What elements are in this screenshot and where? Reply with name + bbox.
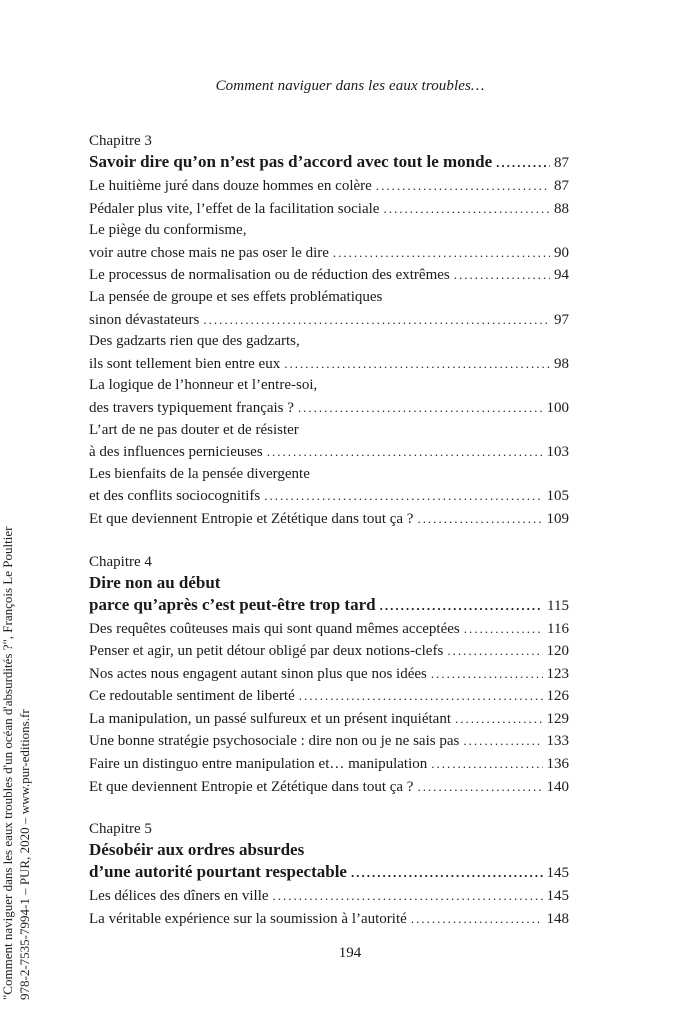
- table-of-contents: [89, 128, 569, 951]
- entry-text: parce qu’après c’est peut-être trop tard: [89, 594, 376, 614]
- entry-page-number: 103: [546, 444, 569, 461]
- entry-text: La manipulation, un passé sulfureux et un présent inquiétant: [89, 710, 451, 727]
- toc-entry[interactable]: [89, 508, 569, 531]
- entry-text: La pensée de groupe et ses effets problématiques: [89, 288, 383, 305]
- entry-text: Des gadzarts rien que des gadzarts,: [89, 333, 300, 350]
- entry-text: La véritable expérience sur la soumission à l’autorité: [89, 910, 407, 927]
- dot-leader: [333, 242, 550, 264]
- dot-leader: [454, 264, 550, 286]
- entry-page-number: 100: [546, 399, 569, 416]
- entry-text: La logique de l’honneur et l’entre-soi,: [89, 377, 318, 394]
- toc-entry[interactable]: [89, 420, 569, 464]
- dot-leader: [299, 685, 543, 707]
- entry-page-number: 145: [546, 888, 569, 905]
- chapter-section: [89, 819, 569, 930]
- toc-entry[interactable]: [89, 908, 569, 931]
- entry-text: L’art de ne pas douter et de résister: [89, 421, 299, 438]
- toc-entry[interactable]: [89, 375, 569, 419]
- entry-text: Ce redoutable sentiment de liberté: [89, 688, 295, 705]
- entry-text: Désobéir aux ordres absurdes: [89, 840, 305, 860]
- entry-text: Une bonne stratégie psychosociale : dire non ou je ne sais pas: [89, 733, 460, 750]
- chapter-title[interactable]: [89, 572, 569, 617]
- entry-text: Des requêtes coûteuses mais qui sont quand mêmes acceptées: [89, 620, 460, 637]
- entry-text: et des conflits sociocognitifs: [89, 488, 261, 505]
- entry-text: Et que deviennent Entropie et Zététique dans tout ça ?: [89, 510, 414, 527]
- dot-leader: [203, 309, 550, 331]
- entry-page-number: 97: [554, 311, 569, 328]
- entry-page-number: 136: [546, 756, 569, 773]
- entry-page-number: 105: [546, 488, 569, 505]
- entry-text: ils sont tellement bien entre eux: [89, 355, 281, 372]
- entry-text: Le piège du conformisme,: [89, 222, 247, 239]
- chapter-section: [89, 131, 569, 531]
- entry-text: sinon dévastateurs: [89, 311, 200, 328]
- entry-page-number: 87: [554, 155, 569, 171]
- dot-leader: [383, 198, 550, 220]
- sidebar-line-2: 978-2-7535-7994-1 – PUR, 2020 – www.pur-editions.fr: [16, 709, 32, 1000]
- entry-page-number: 145: [546, 865, 569, 882]
- entry-page-number: 109: [546, 510, 569, 527]
- sidebar-line-1: "Comment naviguer dans les eaux troubles d'un océan d'absurdités ?", François Le Poultier: [0, 526, 15, 1000]
- toc-entry[interactable]: [89, 198, 569, 221]
- entry-text: Le huitième juré dans douze hommes en colère: [89, 178, 372, 194]
- dot-leader: [463, 730, 542, 752]
- dot-leader: [376, 175, 550, 197]
- entry-page-number: 126: [546, 688, 569, 705]
- entry-page-number: 133: [546, 733, 569, 750]
- dot-leader: [447, 640, 542, 662]
- toc-entry[interactable]: [89, 175, 569, 198]
- chapter-label: Chapitre 4: [89, 553, 152, 570]
- entry-page-number: 90: [554, 244, 569, 261]
- toc-entry[interactable]: [89, 287, 569, 331]
- entry-page-number: 116: [547, 620, 569, 637]
- toc-entry[interactable]: [89, 331, 569, 375]
- entry-text: d’une autorité pourtant respectable: [89, 862, 347, 882]
- dot-leader: [464, 618, 543, 640]
- chapter-label: Chapitre 5: [89, 821, 152, 838]
- dot-leader: [431, 663, 543, 685]
- entry-page-number: 94: [554, 267, 569, 284]
- copyright-sidebar: [0, 440, 33, 1000]
- entry-page-number: 120: [546, 643, 569, 660]
- entry-page-number: 129: [546, 710, 569, 727]
- dot-leader: [417, 508, 542, 530]
- toc-entry[interactable]: [89, 464, 569, 508]
- chapter-label: Chapitre 3: [89, 133, 152, 149]
- toc-entry[interactable]: [89, 618, 569, 641]
- entry-text: à des influences pernicieuses: [89, 444, 263, 461]
- page-number: 194: [338, 945, 362, 961]
- dot-leader: [264, 485, 542, 507]
- chapter-title[interactable]: [89, 839, 569, 884]
- entry-page-number: 148: [546, 910, 569, 927]
- toc-entry[interactable]: [89, 776, 569, 799]
- entry-text: Savoir dire qu’on n’est pas d’accord avec tout le monde: [89, 152, 493, 171]
- entry-text: Le processus de normalisation ou de réduction des extrêmes: [89, 267, 450, 284]
- dot-leader: [267, 441, 543, 463]
- chapter-section: [89, 552, 569, 799]
- entry-text: voir autre chose mais ne pas oser le dire: [89, 244, 329, 261]
- toc-entry[interactable]: [89, 264, 569, 287]
- entry-page-number: 140: [546, 778, 569, 795]
- toc-entry[interactable]: [89, 220, 569, 264]
- dot-leader: [417, 776, 542, 798]
- dot-leader: [496, 152, 550, 174]
- entry-text: Penser et agir, un petit détour obligé par deux notions-clefs: [89, 643, 444, 660]
- entry-page-number: 88: [554, 200, 569, 217]
- entry-text: Les bienfaits de la pensée divergente: [89, 465, 310, 482]
- entry-text: Faire un distinguo entre manipulation et… manipulation: [89, 756, 428, 773]
- entry-text: des travers typiquement français ?: [89, 399, 294, 416]
- toc-entry[interactable]: [89, 685, 569, 708]
- toc-entry[interactable]: [89, 708, 569, 731]
- entry-page-number: 115: [547, 597, 569, 614]
- entry-page-number: 123: [546, 665, 569, 682]
- dot-leader: [411, 908, 543, 930]
- entry-text: Pédaler plus vite, l’effet de la facilitation sociale: [89, 200, 380, 217]
- dot-leader: [351, 862, 543, 884]
- toc-entry[interactable]: [89, 753, 569, 776]
- entry-text: Et que deviennent Entropie et Zététique dans tout ça ?: [89, 778, 414, 795]
- toc-entry[interactable]: [89, 730, 569, 753]
- running-head: Comment naviguer dans les eaux troubles…: [215, 78, 485, 94]
- toc-entry[interactable]: [89, 885, 569, 908]
- entry-text: Les délices des dîners en ville: [89, 888, 269, 905]
- toc-entry[interactable]: [89, 663, 569, 686]
- dot-leader: [298, 397, 543, 419]
- dot-leader: [455, 708, 543, 730]
- entry-page-number: 98: [554, 355, 569, 372]
- dot-leader: [273, 885, 543, 907]
- chapter-title[interactable]: [89, 151, 569, 174]
- entry-page-number: 87: [554, 178, 569, 194]
- entry-text: Nos actes nous engagent autant sinon plus que nos idées: [89, 665, 427, 682]
- dot-leader: [284, 353, 550, 375]
- dot-leader: [380, 595, 543, 617]
- toc-entry[interactable]: [89, 640, 569, 663]
- entry-text: Dire non au début: [89, 572, 221, 592]
- dot-leader: [431, 753, 542, 775]
